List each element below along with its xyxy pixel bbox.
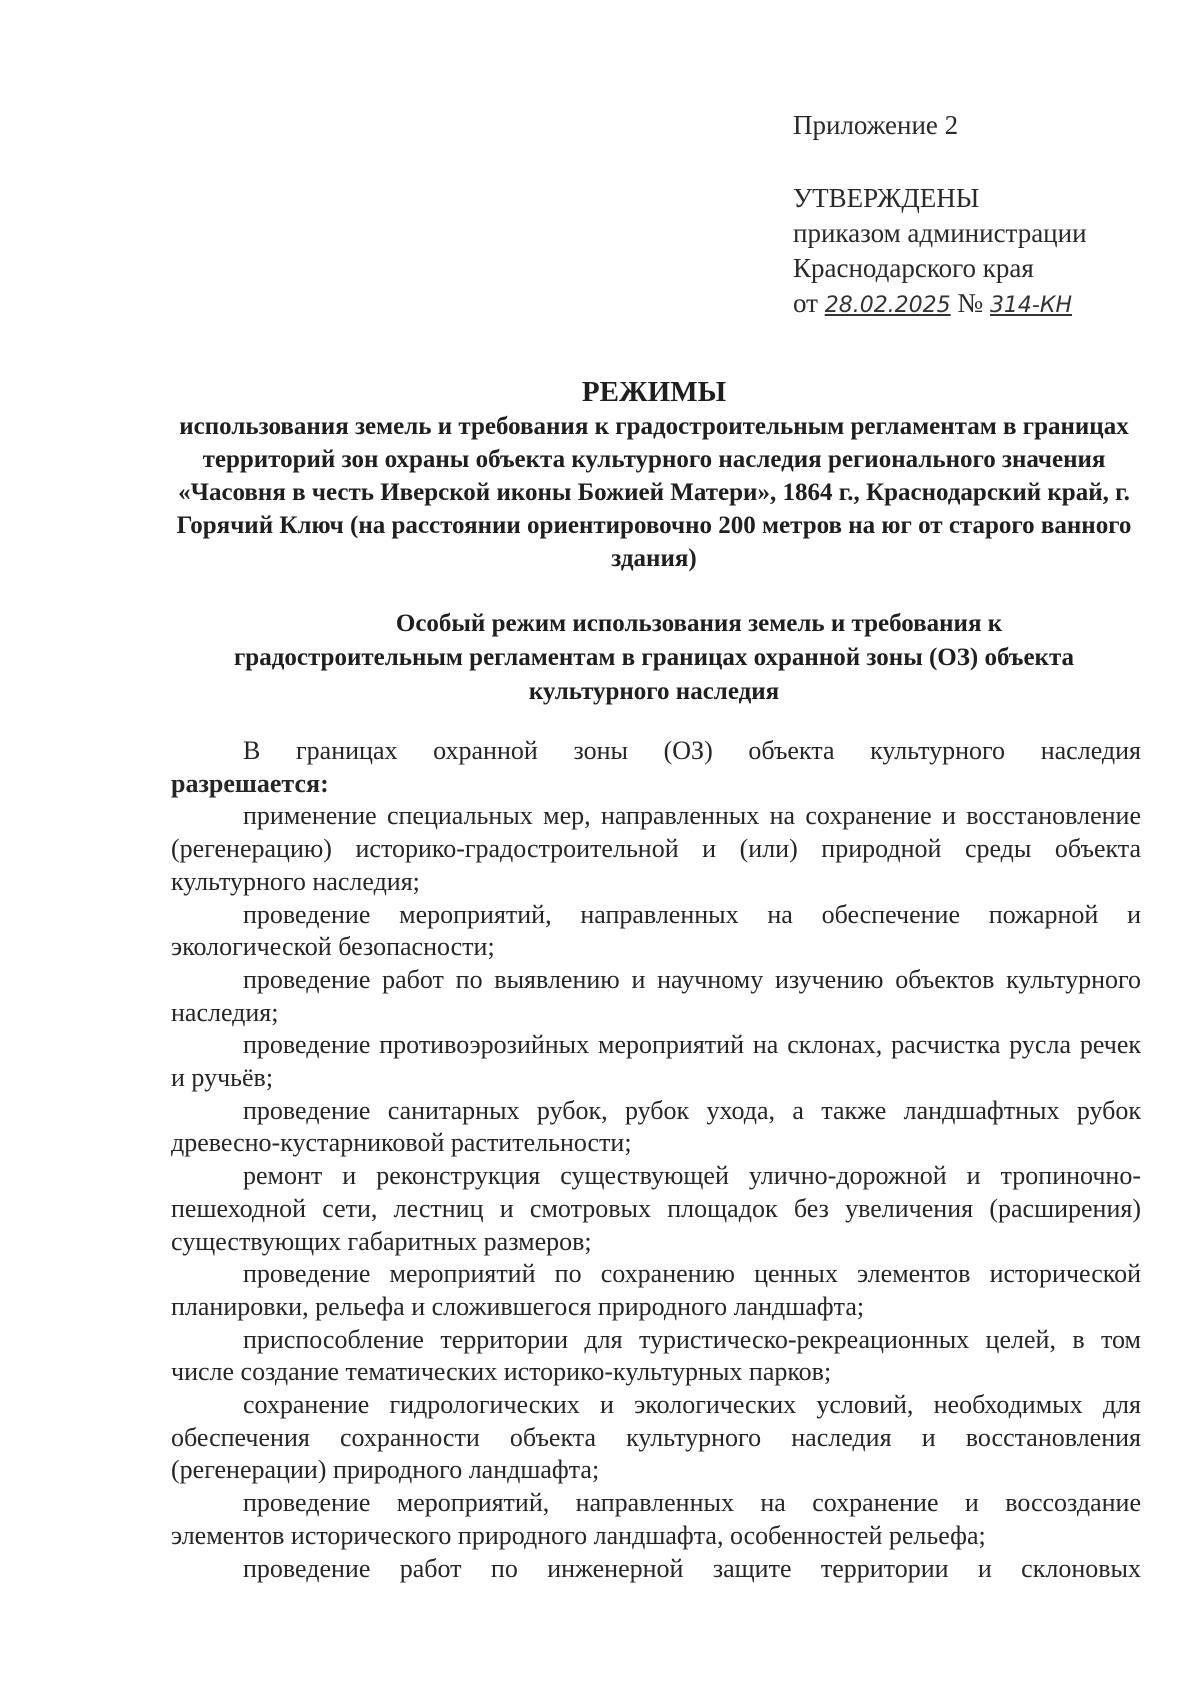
approval-block — [793, 108, 1153, 323]
section-heading-line-3: культурного наследия — [528, 678, 780, 705]
handwritten-number: 314-КН — [989, 293, 1073, 318]
list-item: проведение мероприятий, направленных на обеспечение пожарной и экологической безопасности; — [171, 899, 1141, 962]
section-heading — [170, 607, 1138, 709]
list-item: приспособление территории для туристическо-рекреационных целей, в том числе создание тематических историко-культурных парков; — [171, 1324, 1141, 1387]
section-body — [171, 735, 1141, 1585]
appendix-label: Приложение 2 — [793, 110, 959, 140]
section-heading-line-2: градостроительным регламентам в границах охранной зоны (ОЗ) объекта — [233, 644, 1075, 671]
intro-paragraph — [171, 735, 1141, 800]
approval-line-2: Краснодарского края — [793, 253, 1034, 283]
list-item: ремонт и реконструкция существующей улично-дорожной и тропиночно-пешеходной сети, лестниц и смотровых площадок без увеличения (расширения) существующих габаритных размеров; — [171, 1161, 1141, 1256]
approved-label: УТВЕРЖДЕНЫ — [793, 183, 980, 213]
approval-line-1: приказом администрации — [793, 218, 1087, 248]
list-item: сохранение гидрологических и экологических условий, необходимых для обеспечения сохранности объекта культурного наследия и восстановления (регенерации) природного ландшафта; — [171, 1390, 1141, 1485]
approval-date-line — [793, 286, 1153, 323]
document-subtitle: использования земель и требования к градостроительным регламентам в границах территорий зон охраны объекта культурного наследия регионального значения «Часовня в честь Иверской иконы Божией Матери», 1864 г., Краснодарский край, г. Горячий Ключ (на расстоянии ориентировочно 200 метров на юг от старого ванного здания) — [176, 413, 1132, 572]
number-prefix: № — [957, 288, 984, 318]
handwritten-date: 28.02.2025 — [824, 293, 951, 318]
intro-text: В границах охранной зоны (ОЗ) объекта культурного наследия — [243, 736, 1141, 765]
list-item: проведение мероприятий, направленных на сохранение и воссоздание элементов исторического природного ландшафта, особенностей рельефа; — [171, 1488, 1141, 1550]
intro-bold: разрешается: — [171, 768, 329, 798]
section-heading-line-1: Особый режим использования земель и требования к — [395, 610, 1003, 637]
list-item: проведение работ по инженерной защите территории и склоновых — [243, 1553, 1141, 1583]
list-item: проведение работ по выявлению и научному изучению объектов культурного наследия; — [171, 964, 1141, 1027]
list-item: проведение санитарных рубок, рубок ухода, а также ландшафтных рубок древесно-кустарниковой растительности; — [171, 1095, 1141, 1158]
list-item: проведение мероприятий по сохранению ценных элементов исторической планировки, рельефа и сложившегося природного ландшафта; — [171, 1259, 1141, 1321]
document-title: РЕЖИМЫ — [581, 376, 727, 408]
list-item: применение специальных мер, направленных на сохранение и восстановление (регенерацию) историко-градостроительной и (или) природной среды объекта культурного наследия; — [171, 801, 1141, 896]
list-item: проведение противоэрозийных мероприятий на склонах, расчистка русла речек и ручьёв; — [171, 1030, 1141, 1093]
date-prefix: от — [793, 288, 818, 318]
